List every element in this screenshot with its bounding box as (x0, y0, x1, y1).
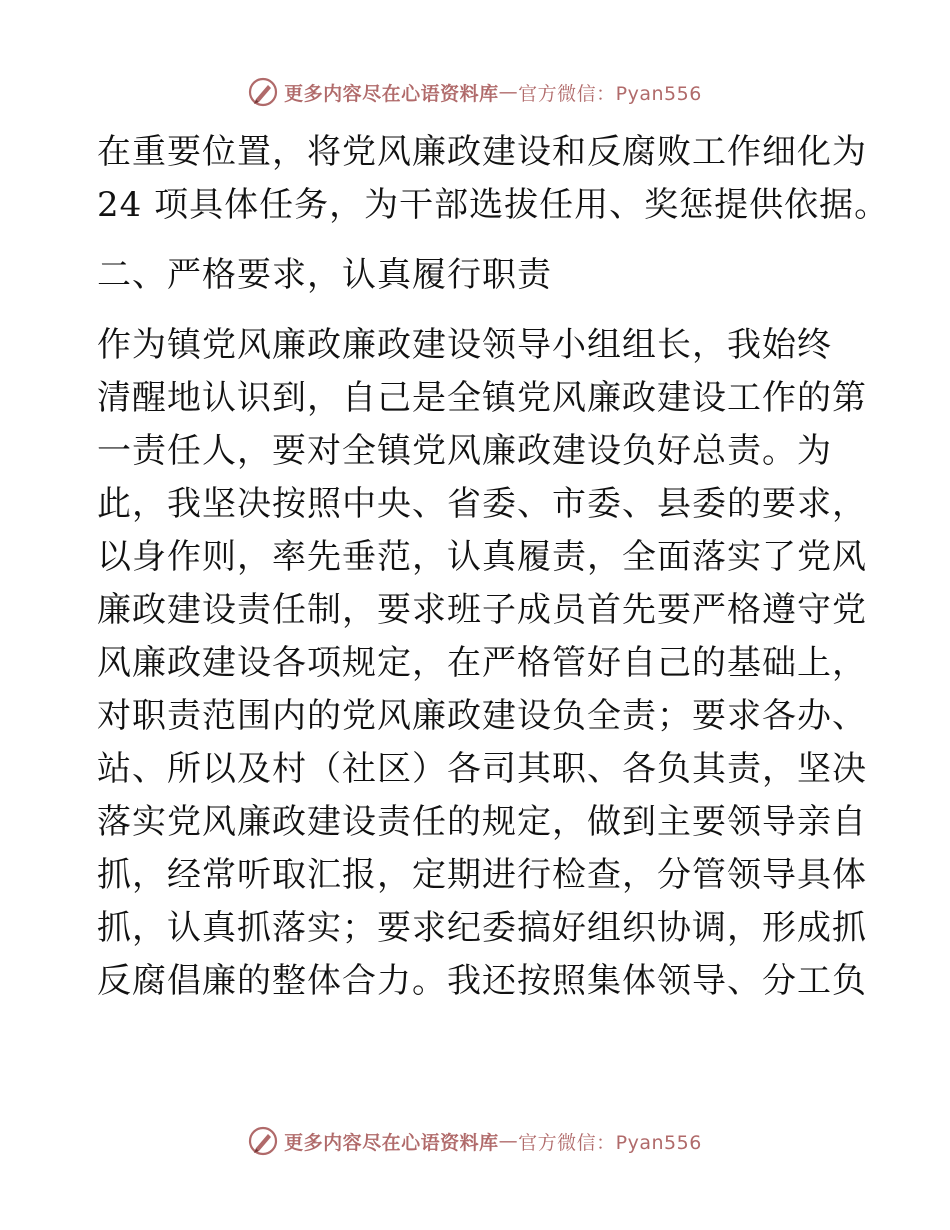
watermark-separator: — (498, 1130, 519, 1152)
document-body (97, 126, 890, 1008)
body-line: 此，我坚决按照中央、省委、市委、县委的要求， (97, 484, 867, 524)
body-line: 24 项具体任务，为干部选拔任用、奖惩提供依据。 (97, 185, 890, 225)
footer-watermark (0, 1121, 950, 1161)
header-watermark (0, 72, 950, 112)
body-line: 风廉政建设各项规定，在严格管好自己的基础上， (97, 643, 867, 683)
section-heading: 二、严格要求，认真履行职责 (97, 255, 552, 295)
body-line: 在重要位置，将党风廉政建设和反腐败工作细化为 (97, 132, 867, 172)
body-line: 廉政建设责任制，要求班子成员首先要严格遵守党 (97, 590, 867, 630)
body-line: 反腐倡廉的整体合力。我还按照集体领导、分工负 (97, 961, 867, 1001)
body-line: 一责任人，要对全镇党风廉政建设负好总责。为 (97, 431, 832, 471)
watermark-separator: — (498, 81, 519, 103)
body-line: 抓，认真抓落实；要求纪委搞好组织协调，形成抓 (97, 908, 867, 948)
watermark-contact: 官方微信：Pyan556 (518, 1131, 702, 1154)
watermark-contact: 官方微信：Pyan556 (518, 82, 702, 105)
body-line: 落实党风廉政建设责任的规定，做到主要领导亲自 (97, 802, 867, 842)
pen-logo-icon (248, 77, 278, 107)
pen-logo-icon (248, 1126, 278, 1156)
watermark-text: 更多内容尽在心语资料库 (284, 1131, 499, 1154)
body-line: 抓，经常听取汇报，定期进行检查，分管领导具体 (97, 855, 867, 895)
watermark-text: 更多内容尽在心语资料库 (284, 82, 499, 105)
body-line: 以身作则，率先垂范，认真履责，全面落实了党风 (97, 537, 867, 577)
body-line: 站、所以及村（社区）各司其职、各负其责，坚决 (97, 749, 867, 789)
body-line: 对职责范围内的党风廉政建设负全责；要求各办、 (97, 696, 867, 736)
body-line: 清醒地认识到，自己是全镇党风廉政建设工作的第 (97, 378, 867, 418)
body-line: 作为镇党风廉政廉政建设领导小组组长，我始终 (97, 325, 832, 365)
